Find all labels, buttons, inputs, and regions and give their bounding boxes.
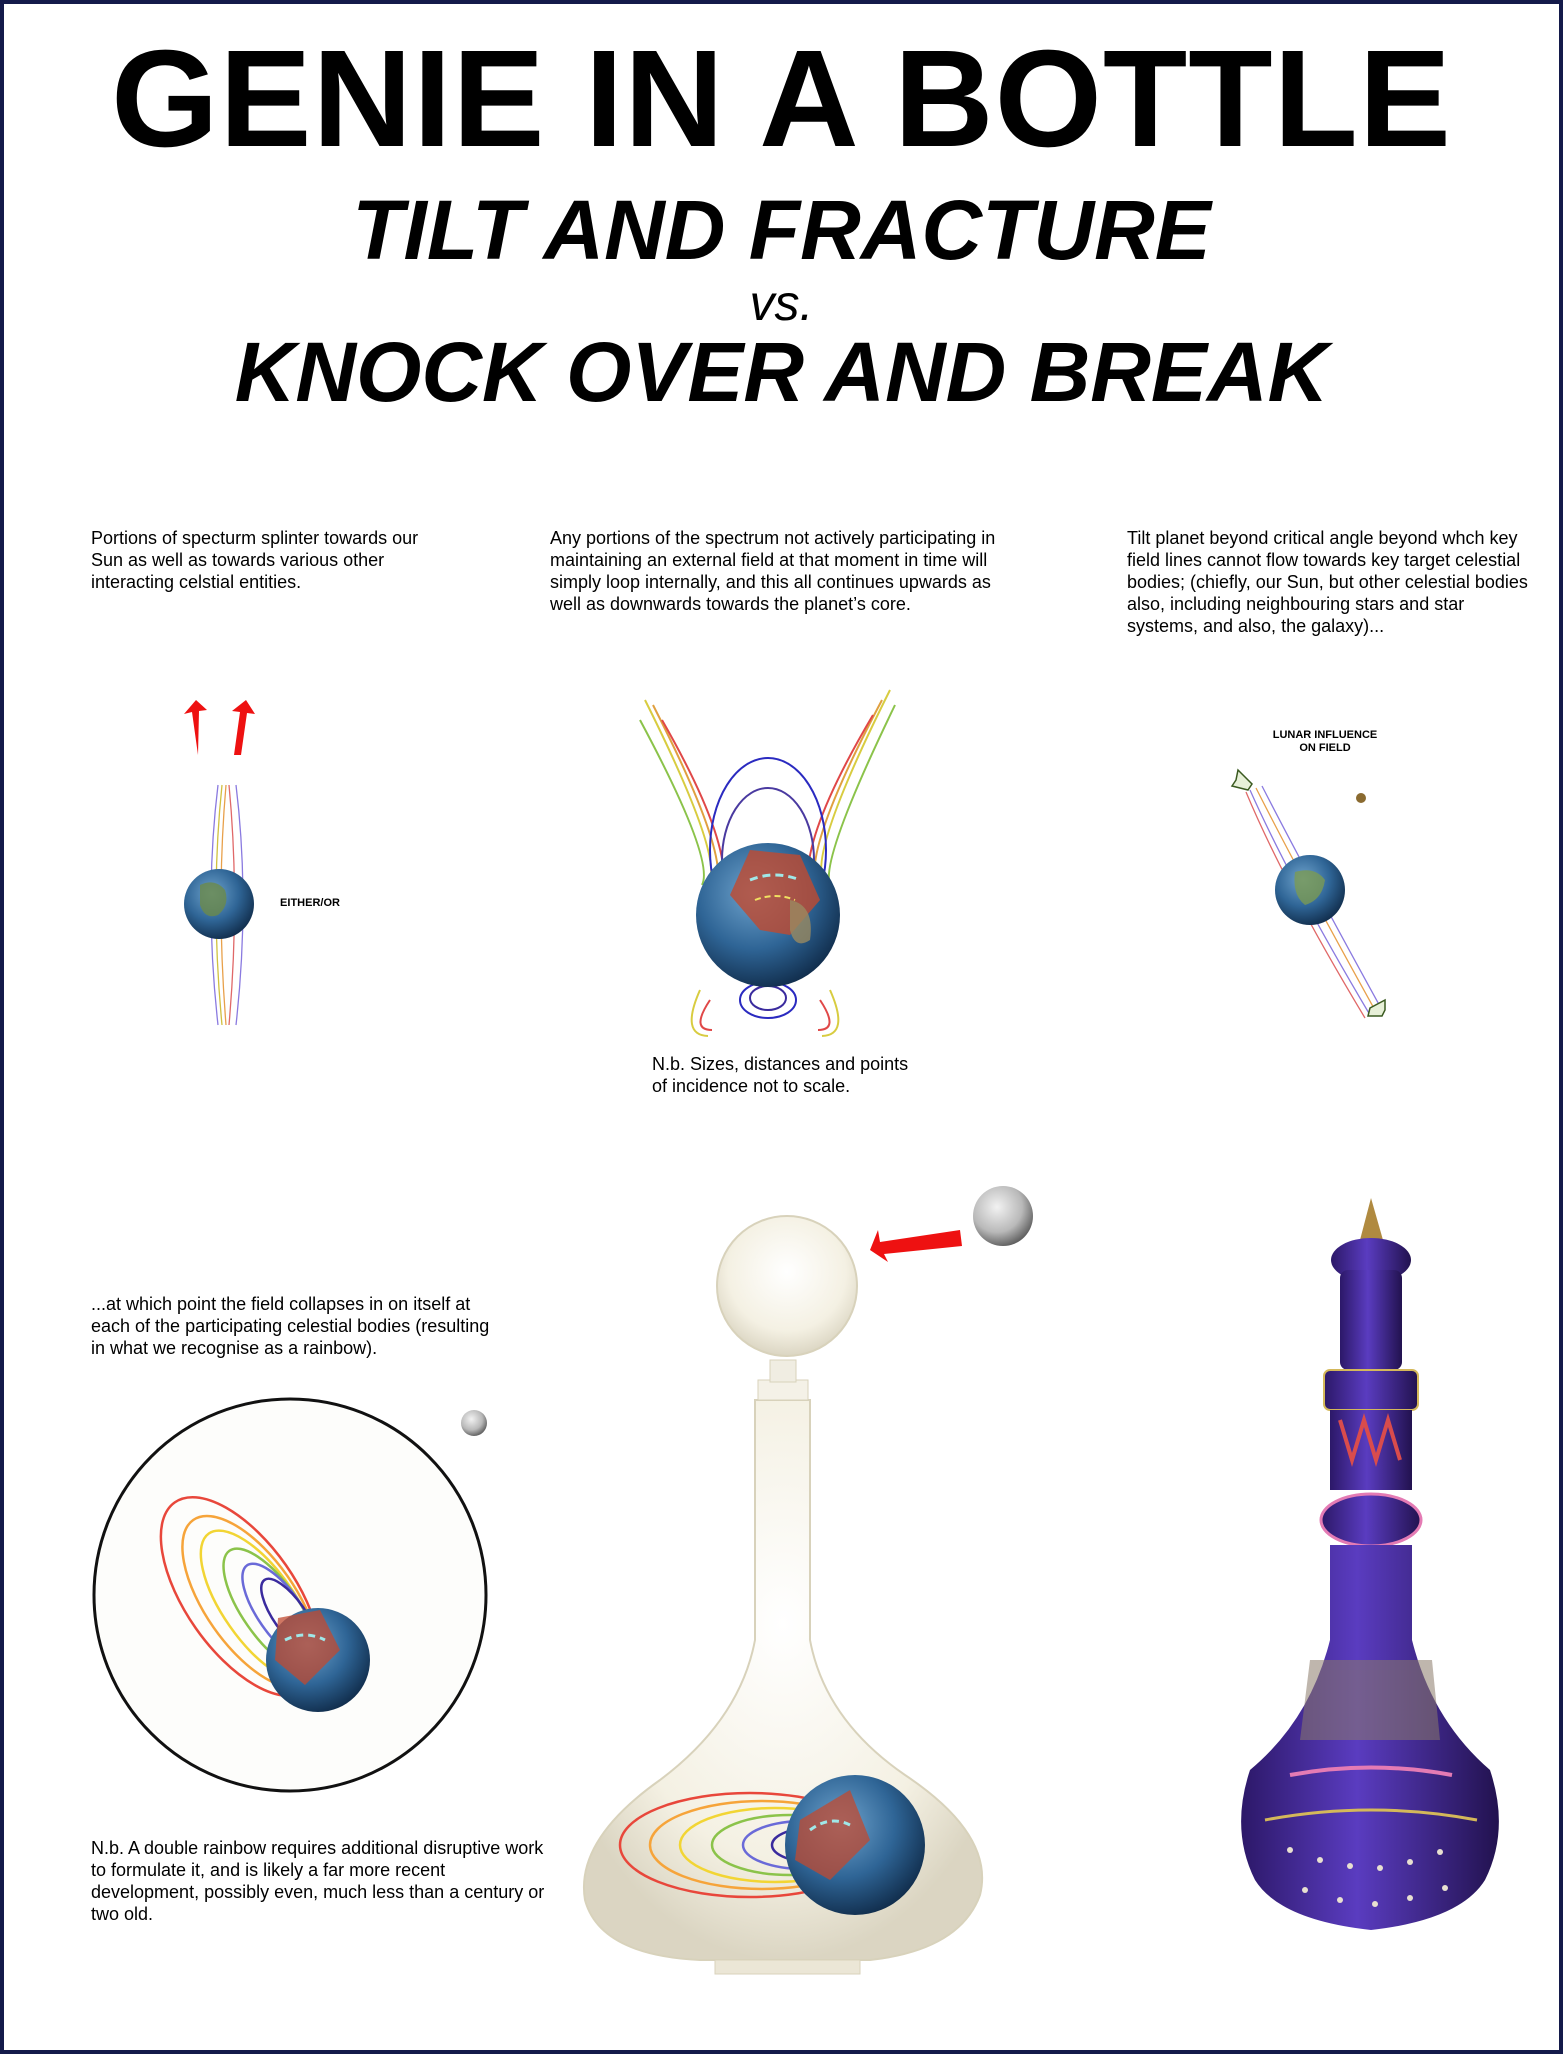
collapse-text: ...at which point the field collapses in on itself at each of the participating celestial bodies (resulting in what we recognise as a rainbow). — [91, 1294, 490, 1358]
moon-icon — [973, 1186, 1033, 1246]
poster-title: GENIE IN A BOTTLE — [111, 22, 1452, 176]
subtitle-knock: KNOCK OVER AND BREAK — [234, 325, 1329, 419]
moon-icon — [461, 1410, 487, 1436]
collapse-circle-diagram — [94, 1399, 487, 1791]
left-panel-text: Portions of specturm splinter towards our Sun as well as towards various other interacting celstial entities. — [91, 528, 419, 592]
lunar-label-line1: LUNAR INFLUENCE — [1272, 729, 1378, 741]
left-earth-diagram — [184, 700, 255, 1025]
lunar-label-line2: ON FIELD — [1299, 742, 1351, 754]
glass-decanter-icon — [584, 1186, 1033, 1974]
red-arrow-icon — [870, 1230, 962, 1262]
scale-note-line1: N.b. Sizes, distances and points — [652, 1054, 909, 1074]
scale-note-line2: of incidence not to scale. — [652, 1076, 851, 1096]
bubble-circle — [94, 1399, 486, 1791]
either-or-label: EITHER/OR — [280, 897, 340, 909]
right-earth-diagram — [1232, 770, 1385, 1018]
subtitle-tilt: TILT AND FRACTURE — [352, 183, 1211, 277]
red-arrow-icon — [184, 700, 255, 755]
genie-bottle-icon — [1241, 1198, 1499, 1930]
open-arrow-icon — [1232, 770, 1252, 790]
subtitle-vs: vs. — [749, 275, 814, 331]
moon-icon — [1356, 793, 1366, 803]
double-rainbow-note: N.b. A double rainbow requires additional disruptive work to formulate it, and is likely a far more recent development, possibly even, much less than a century or two old. — [91, 1838, 545, 1924]
right-panel-text: Tilt planet beyond critical angle beyond whch key field lines cannot flow towards key target celestial bodies; (chiefly, our Sun, but other celestial bodies also, including neighbouring stars and star systems, and also, the galaxy)... — [1127, 528, 1528, 636]
middle-panel-text: Any portions of the spectrum not actively participating in maintaining an external field at that moment in time will simply loop internally, and this all continues upwards as well as downwards towards the planet’s core. — [550, 528, 996, 614]
middle-earth-diagram — [640, 690, 895, 1036]
